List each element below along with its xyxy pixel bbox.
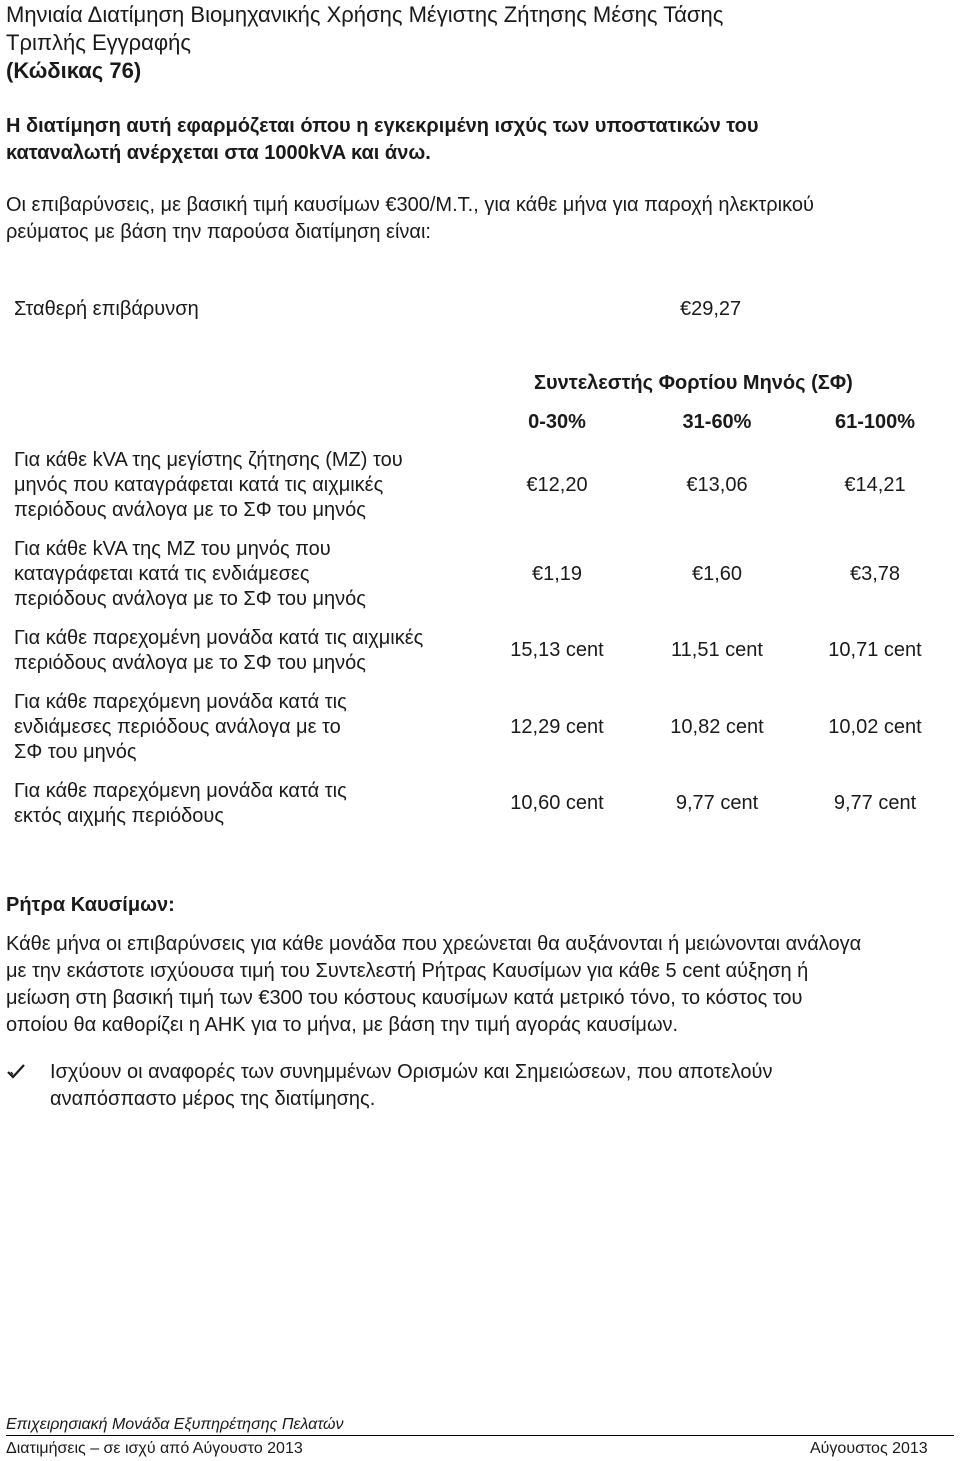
applicability-line1: Η διατίμηση αυτή εφαρμόζεται όπου η εγκεκριμένη ισχύς των υποστατικών του xyxy=(6,115,759,137)
row5-value-61-100: 9,77 cent xyxy=(833,792,917,814)
row1-value-31-60: €13,06 xyxy=(686,474,748,496)
page-title-line2: Τριπλής Εγγραφής xyxy=(6,30,191,55)
row5-label-line1: Για κάθε παρεχόμενη μονάδα κατά τις xyxy=(14,780,347,802)
row3-value-61-100: 10,71 cent xyxy=(828,639,922,661)
row2-label-line2: καταγράφεται κατά τις ενδιάμεσες xyxy=(14,563,310,585)
row1-label-line1: Για κάθε kVA της μεγίστης ζήτησης (ΜΖ) του xyxy=(14,449,403,471)
row4-label-line2: ενδιάμεσες περιόδους ανάλογα με το xyxy=(14,716,341,738)
row5-value-0-30: 10,60 cent xyxy=(510,792,604,814)
tariff-code: (Κώδικας 76) xyxy=(6,58,142,83)
fuel-clause-line2: με την εκάστοτε ισχύουσα τιμή του Συντελεστή Ρήτρας Καυσίμων για κάθε 5 cent αύξηση ή xyxy=(6,960,809,982)
row4-value-61-100: 10,02 cent xyxy=(828,716,922,738)
row4-value-0-30: 12,29 cent xyxy=(510,716,604,738)
applicability-line2: καταναλωτή ανέρχεται στα 1000kVA και άνω. xyxy=(6,142,431,164)
row2-label-line3: περιόδους ανάλογα με το ΣΦ του μηνός xyxy=(14,588,366,610)
row1-value-61-100: €14,21 xyxy=(844,474,906,496)
row4-label-line1: Για κάθε παρεχόμενη μονάδα κατά τις xyxy=(14,691,347,713)
row3-label-line1: Για κάθε παρεχομένη μονάδα κατά τις αιχμικές xyxy=(14,627,424,649)
row1-label-line3: περιόδους ανάλογα με το ΣΦ του μηνός xyxy=(14,499,366,521)
row2-value-61-100: €3,78 xyxy=(849,563,901,585)
row3-label-line2: περιόδους ανάλογα με το ΣΦ του μηνός xyxy=(14,652,366,674)
row2-label-line1: Για κάθε kVA της ΜΖ του μηνός που xyxy=(14,538,331,560)
fixed-charge-value: €29,27 xyxy=(680,298,742,320)
row5-label-line2: εκτός αιχμής περιόδους xyxy=(14,805,224,827)
row4-label-line3: ΣΦ του μηνός xyxy=(14,741,137,763)
footer-right: Αύγουστος 2013 xyxy=(810,1440,928,1457)
footer-rule xyxy=(6,1435,954,1436)
column-header-31-60: 31-60% xyxy=(682,411,752,433)
footer-unit: Επιχειρησιακή Μονάδα Εξυπηρέτησης Πελατών xyxy=(6,1416,344,1433)
column-header-0-30: 0-30% xyxy=(528,411,586,433)
fuel-clause-line4: οποίου θα καθορίζει η ΑΗΚ για το μήνα, με βάση την τιμή αγοράς καυσίμων. xyxy=(6,1014,679,1036)
row2-value-0-30: €1,19 xyxy=(531,563,583,585)
footer-left: Διατιμήσεις – σε ισχύ από Αύγουστο 2013 xyxy=(6,1440,303,1457)
fuel-clause-line1: Κάθε μήνα οι επιβαρύνσεις για κάθε μονάδα που χρεώνεται θα αυξάνονται ή μειώνονται ανάλογα xyxy=(6,933,862,955)
row4-value-31-60: 10,82 cent xyxy=(670,716,764,738)
fuel-clause-heading: Ρήτρα Καυσίμων: xyxy=(6,894,175,916)
note-line1: Ισχύουν οι αναφορές των συνημμένων Ορισμών και Σημειώσεων, που αποτελούν xyxy=(50,1061,773,1083)
row3-value-0-30: 15,13 cent xyxy=(510,639,604,661)
fuel-clause-line3: μείωση στη βασική τιμή των €300 του κόστους καυσίμων κατά μετρικό τόνο, το κόστος του xyxy=(6,987,803,1009)
row1-label-line2: μηνός που καταγράφεται κατά τις αιχμικές xyxy=(14,474,384,496)
column-header-61-100: 61-100% xyxy=(834,411,916,433)
row1-value-0-30: €12,20 xyxy=(526,474,588,496)
row2-value-31-60: €1,60 xyxy=(691,563,743,585)
fixed-charge-label: Σταθερή επιβάρυνση xyxy=(14,298,199,320)
check-bullet-icon xyxy=(6,1062,26,1082)
page-title-line1: Μηνιαία Διατίμηση Βιομηχανικής Χρήσης Μέγιστης Ζήτησης Μέσης Τάσης xyxy=(6,2,724,27)
note-line2: αναπόσπαστο μέρος της διατίμησης. xyxy=(50,1088,376,1110)
charges-intro-line1: Οι επιβαρύνσεις, με βασική τιμή καυσίμων €300/Μ.Τ., για κάθε μήνα για παροχή ηλεκτρικού xyxy=(6,194,814,216)
charges-intro-line2: ρεύματος με βάση την παρούσα διατίμηση είναι: xyxy=(6,221,431,243)
row5-value-31-60: 9,77 cent xyxy=(675,792,759,814)
load-factor-header: Συντελεστής Φορτίου Μηνός (ΣΦ) xyxy=(534,372,853,394)
row3-value-31-60: 11,51 cent xyxy=(671,639,763,661)
